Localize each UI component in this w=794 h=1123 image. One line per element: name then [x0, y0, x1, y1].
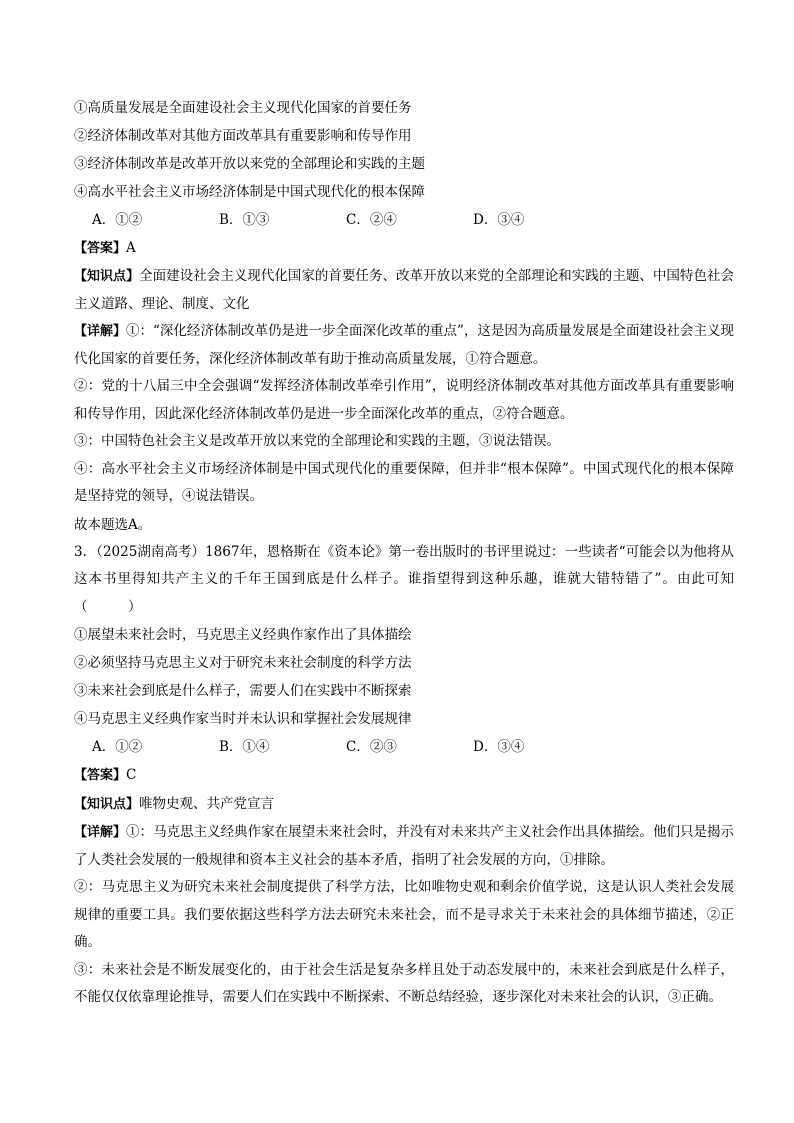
q3-option-a: A．①②: [92, 739, 143, 755]
q3-detail-2: ②：马克思主义为研究未来社会制度提供了科学方法，比如唯物史观和剩余价值学说，这是认识人类社会发展规律的重要工具。我们要依据这些科学方法去研究未来社会，而不是寻求关于未来社会的具体细节描述，②正确。: [74, 879, 734, 950]
q3-answer: [74, 761, 734, 790]
q2-statement-1: ①高质量发展是全面建设社会主义现代化国家的首要任务: [74, 100, 412, 116]
q3-option-d: D．③④: [473, 739, 525, 755]
q3-stem: 3．（2025湖南高考）1867年，恩格斯在《资本论》第一卷出版时的书评里说过：一些读者“可能会以为他将从这本书里得知共产主义的千年王国到底是什么样子。谁指望得到这种乐趣，谁就大错特错了”。由此可知（ ）: [74, 543, 734, 615]
answer-value: C: [126, 767, 137, 783]
q3-detail-1: [74, 819, 734, 874]
document-content: [74, 94, 734, 1012]
q2-detail-4: ④：高水平社会主义市场经济体制是中国式现代化的重要保障，但并非“根本保障”。中国式现代化的根本保障是坚持党的领导，④说法错误。: [74, 460, 734, 504]
detail-tag: 【详解】: [74, 324, 127, 339]
q3-statement-1: ①展望未来社会时，马克思主义经典作家作出了具体描绘: [74, 627, 412, 643]
answer-tag: 【答案】: [74, 768, 127, 783]
knowledge-text: 唯物史观、共产党宣言: [139, 796, 275, 812]
q2-answer: [74, 234, 734, 263]
answer-value: A: [126, 240, 136, 256]
detail-text: ①：“深化经济体制改革仍是进一步全面深化改革的重点”，这是因为高质量发展是全面建设社会主义现代化国家的首要任务，深化经济体制改革有助于推动高质量发展，①符合题意。: [74, 323, 734, 367]
q2-detail-1: [74, 318, 734, 373]
q2-statement-3: ③经济体制改革是改革开放以来党的全部理论和实践的主题: [74, 156, 425, 172]
q2-knowledge: [74, 263, 734, 318]
q3-statement-3: ③未来社会到底是什么样子，需要人们在实践中不断探索: [74, 683, 412, 699]
q3-knowledge: [74, 790, 734, 819]
q2-detail-2: ②：党的十八届三中全会强调“发挥经济体制改革牵引作用”，说明经济体制改革对其他方面改革具有重要影响和传导作用，因此深化经济体制改革仍是进一步全面深化改革的重点，②符合题意。: [74, 378, 734, 422]
q3-detail-3: ③：未来社会是不断发展变化的，由于社会生活是复杂多样且处于动态发展中的，未来社会到底是什么样子，不能仅仅依靠理论推导，需要人们在实践中不断探索、不断总结经验，逐步深化对未来社会的认识，③正确。: [74, 961, 734, 1005]
q3-option-c: C．②③: [346, 739, 397, 755]
knowledge-tag: 【知识点】: [74, 797, 140, 812]
detail-text: ①：马克思主义经典作家在展望未来社会时，并没有对未来共产主义社会作出具体描绘。他们只是揭示了人类社会发展的一般规律和资本主义社会的基本矛盾，指明了社会发展的方向，①排除。: [74, 824, 734, 868]
q2-statement-2: ②经济体制改革对其他方面改革具有重要影响和传导作用: [74, 128, 412, 144]
detail-tag: 【详解】: [74, 825, 127, 840]
q2-statement-4: ④高水平社会主义市场经济体制是中国式现代化的根本保障: [74, 184, 425, 200]
q2-option-b: B．①③: [219, 212, 270, 228]
q2-detail-3: ③：中国特色社会主义是改革开放以来党的全部理论和实践的主题，③说法错误。: [74, 433, 560, 449]
knowledge-text: 全面建设社会主义现代化国家的首要任务、改革开放以来党的全部理论和实践的主题、中国特色社会主义道路、理论、制度、文化: [74, 268, 734, 312]
q2-conclusion: 故本题选A。: [74, 516, 152, 533]
q2-option-c: C．②④: [346, 212, 397, 228]
q3-options: [74, 733, 734, 761]
answer-tag: 【答案】: [74, 241, 127, 256]
q3-statement-4: ④马克思主义经典作家当时并未认识和掌握社会发展规律: [74, 711, 412, 727]
q3-option-b: B．①④: [219, 739, 270, 755]
q3-statement-2: ②必须坚持马克思主义对于研究未来社会制度的科学方法: [74, 655, 412, 671]
q2-option-d: D．③④: [473, 212, 525, 228]
q2-option-a: A．①②: [92, 212, 143, 228]
q2-options: [74, 206, 734, 234]
knowledge-tag: 【知识点】: [74, 269, 140, 284]
